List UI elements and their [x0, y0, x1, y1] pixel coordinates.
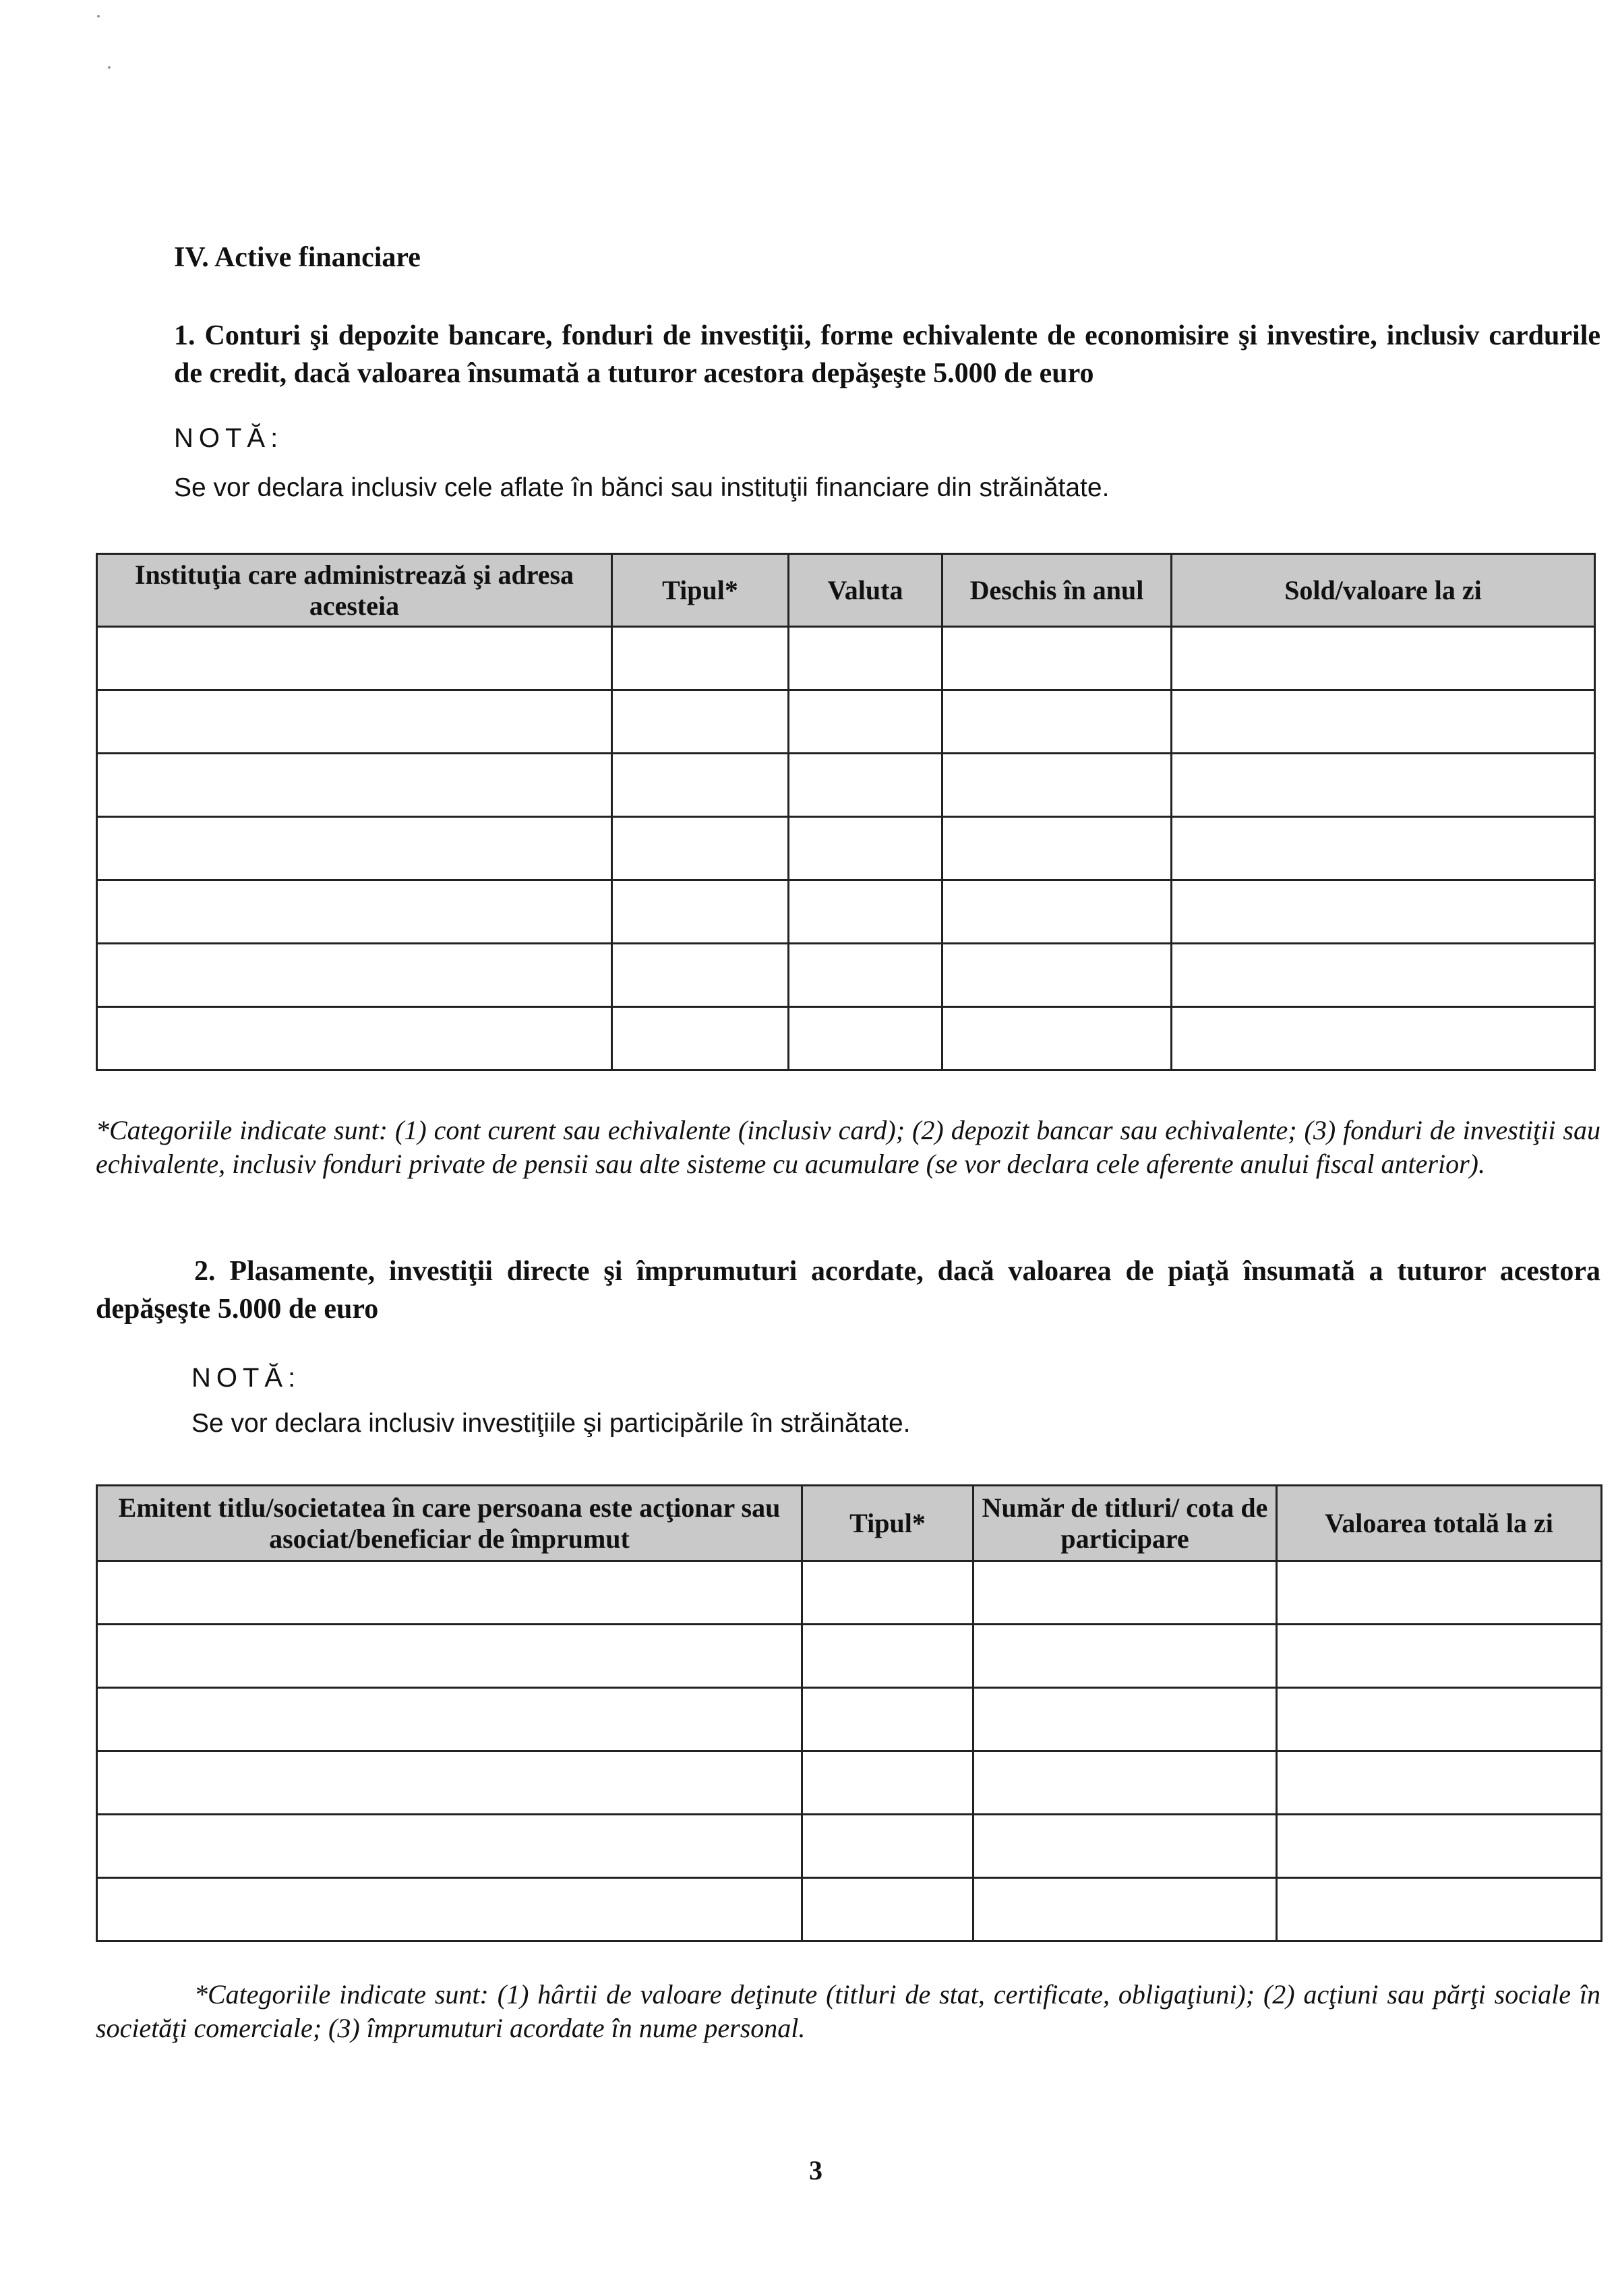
table-row — [97, 1007, 1595, 1070]
investments-table — [96, 1484, 1602, 1942]
table-cell[interactable] — [789, 754, 942, 817]
part2-heading — [96, 1252, 1600, 1328]
table-cell[interactable] — [802, 1815, 973, 1878]
header-total-value: Valoarea totală la zi — [1277, 1486, 1602, 1561]
header-issuer: Emitent titlu/societatea în care persoana este acţionar sau asociat/beneficiar de împrumut — [97, 1486, 802, 1561]
header-type: Tipul* — [802, 1486, 973, 1561]
table-row — [97, 817, 1595, 880]
header-shares: Număr de titluri/ cota de participare — [973, 1486, 1277, 1561]
table-cell[interactable] — [1172, 627, 1595, 690]
scan-speck — [97, 15, 100, 18]
table-cell[interactable] — [97, 1688, 802, 1751]
table-row — [97, 1561, 1602, 1625]
table-cell[interactable] — [802, 1751, 973, 1815]
table-cell[interactable] — [612, 627, 789, 690]
table-cell[interactable] — [973, 1751, 1277, 1815]
part2-footnote: *Categoriile indicate sunt: (1) hârtii de valoare deţinute (titluri de stat, certificate, obligaţiuni); (2) acţiuni sau părţi sociale în societăţi comerciale; (3) împrumuturi acordate în nume personal. — [96, 1979, 1600, 2043]
table-row — [97, 880, 1595, 944]
table-cell[interactable] — [1172, 817, 1595, 880]
part1-heading-text: Conturi şi depozite bancare, fonduri de investiţii, forme echivalente de economisire şi investire, inclusiv cardurile de credit, dacă valoarea însumată a tuturor acestora depăşeşte 5.000 de euro — [174, 320, 1601, 389]
accounts-table — [96, 553, 1596, 1071]
table-cell[interactable] — [612, 817, 789, 880]
table-cell[interactable] — [802, 1688, 973, 1751]
table-cell[interactable] — [942, 1007, 1172, 1070]
table-cell[interactable] — [1277, 1561, 1602, 1625]
part2-number: 2. — [194, 1256, 216, 1287]
table-cell[interactable] — [942, 754, 1172, 817]
table-cell[interactable] — [789, 690, 942, 754]
accounts-table-header-row — [97, 554, 1595, 627]
table-cell[interactable] — [802, 1625, 973, 1688]
table-cell[interactable] — [973, 1815, 1277, 1878]
table-cell[interactable] — [97, 944, 612, 1007]
part1-footnote: *Categoriile indicate sunt: (1) cont curent sau echivalente (inclusiv card); (2) depozit bancar sau echivalente; (3) fonduri de investiţii sau echivalente, inclusiv fonduri private de pensii sau alte sisteme cu acumulare (se vor declara cele aferente anului fiscal anterior). — [96, 1115, 1600, 1179]
accounts-table-body — [97, 627, 1595, 1070]
table-row — [97, 627, 1595, 690]
table-cell[interactable] — [97, 817, 612, 880]
table-cell[interactable] — [612, 690, 789, 754]
part2-nota-label: NOTĂ: — [191, 1363, 301, 1393]
header-institution: Instituţia care administrează şi adresa acesteia — [97, 554, 612, 627]
table-cell[interactable] — [97, 754, 612, 817]
table-cell[interactable] — [802, 1561, 973, 1625]
header-type: Tipul* — [612, 554, 789, 627]
part1-nota-label: NOTĂ: — [174, 423, 284, 453]
table-cell[interactable] — [1277, 1625, 1602, 1688]
table-cell[interactable] — [942, 690, 1172, 754]
table-row — [97, 1878, 1602, 1941]
table-cell[interactable] — [789, 880, 942, 944]
table-cell[interactable] — [97, 627, 612, 690]
table-row — [97, 1688, 1602, 1751]
table-cell[interactable] — [612, 754, 789, 817]
investments-table-header-row — [97, 1486, 1602, 1561]
table-cell[interactable] — [1172, 754, 1595, 817]
table-cell[interactable] — [942, 880, 1172, 944]
table-row — [97, 1751, 1602, 1815]
scan-speck — [108, 66, 111, 69]
table-cell[interactable] — [973, 1688, 1277, 1751]
table-cell[interactable] — [942, 817, 1172, 880]
table-cell[interactable] — [97, 880, 612, 944]
table-cell[interactable] — [1172, 690, 1595, 754]
table-row — [97, 754, 1595, 817]
table-cell[interactable] — [1172, 880, 1595, 944]
table-row — [97, 944, 1595, 1007]
table-cell[interactable] — [942, 944, 1172, 1007]
table-cell[interactable] — [97, 1751, 802, 1815]
table-cell[interactable] — [1277, 1815, 1602, 1878]
header-currency: Valuta — [789, 554, 942, 627]
header-opened-year: Deschis în anul — [942, 554, 1172, 627]
table-cell[interactable] — [973, 1625, 1277, 1688]
table-cell[interactable] — [1277, 1878, 1602, 1941]
investments-table-body — [97, 1561, 1602, 1941]
table-cell[interactable] — [97, 1561, 802, 1625]
table-cell[interactable] — [1277, 1751, 1602, 1815]
table-row — [97, 690, 1595, 754]
table-cell[interactable] — [789, 817, 942, 880]
table-cell[interactable] — [789, 944, 942, 1007]
table-cell[interactable] — [97, 1815, 802, 1878]
page-number: 3 — [809, 2155, 822, 2185]
table-cell[interactable] — [789, 1007, 942, 1070]
section-title: IV. Active financiare — [174, 242, 421, 273]
part2-heading-text: Plasamente, investiţii directe şi împrumuturi acordate, dacă valoarea de piaţă însumată a tuturor acestora depăşeşte 5.000 de euro — [96, 1256, 1601, 1325]
table-cell[interactable] — [1277, 1688, 1602, 1751]
table-cell[interactable] — [97, 1878, 802, 1941]
table-cell[interactable] — [1172, 944, 1595, 1007]
part2-nota-text: Se vor declara inclusiv investiţiile şi participările în străinătate. — [191, 1409, 911, 1438]
table-cell[interactable] — [612, 1007, 789, 1070]
table-cell[interactable] — [1172, 1007, 1595, 1070]
table-cell[interactable] — [973, 1878, 1277, 1941]
part1-heading — [174, 317, 1600, 392]
header-balance: Sold/valoare la zi — [1172, 554, 1595, 627]
table-cell[interactable] — [973, 1561, 1277, 1625]
part1-number: 1. — [174, 320, 196, 351]
table-cell[interactable] — [97, 690, 612, 754]
table-cell[interactable] — [97, 1625, 802, 1688]
table-row — [97, 1815, 1602, 1878]
part1-nota-text: Se vor declara inclusiv cele aflate în bănci sau instituţii financiare din străinătate. — [174, 473, 1110, 502]
table-cell[interactable] — [612, 880, 789, 944]
table-cell[interactable] — [612, 944, 789, 1007]
table-cell[interactable] — [802, 1878, 973, 1941]
table-cell[interactable] — [789, 627, 942, 690]
table-row — [97, 1625, 1602, 1688]
table-cell[interactable] — [97, 1007, 612, 1070]
table-cell[interactable] — [942, 627, 1172, 690]
